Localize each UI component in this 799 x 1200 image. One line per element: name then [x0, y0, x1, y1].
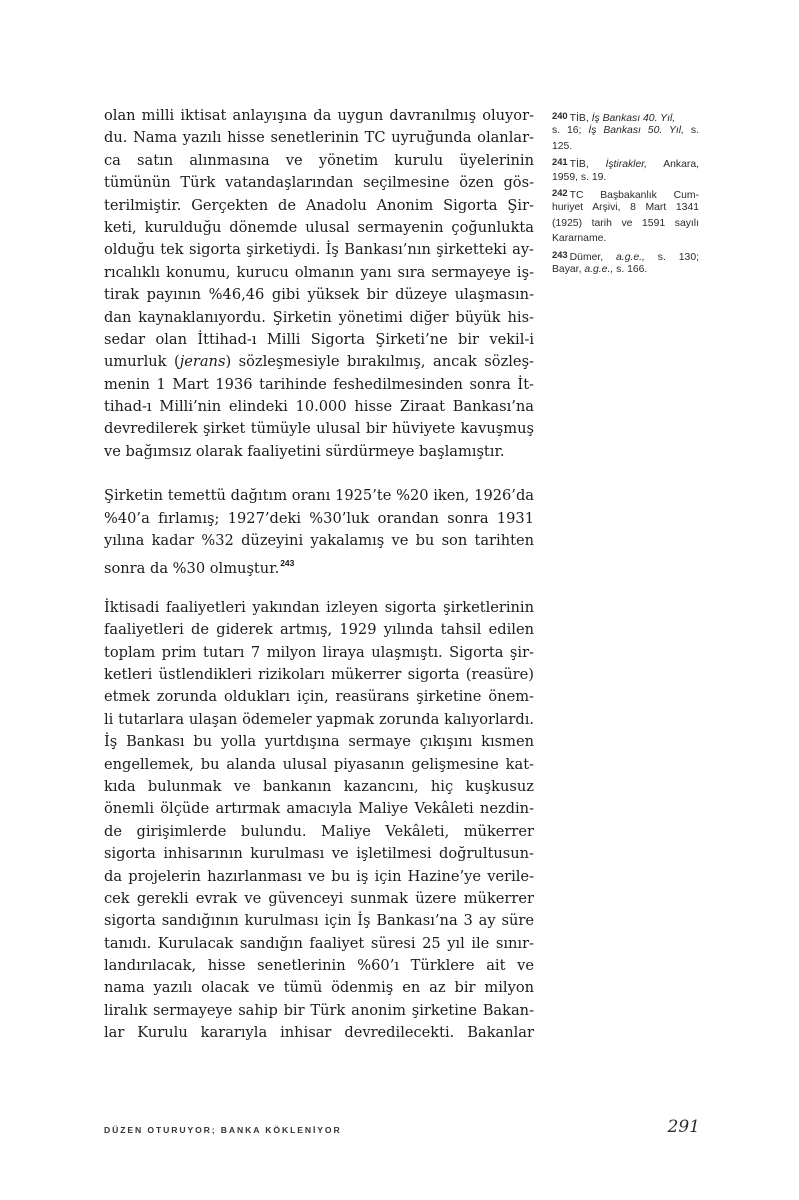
text-line: tanıdı. Kurulacak sandığın faaliyet süresi 25 yıl ile sınır-	[104, 934, 534, 952]
footnote-text: TİB,	[569, 159, 606, 171]
text-segment: umurluk (	[104, 353, 180, 371]
footnote-line	[552, 247, 699, 262]
footnote-line	[552, 123, 699, 138]
main-text-column	[104, 105, 534, 1045]
text-segment: sonra da %30 olmuştur.	[104, 560, 280, 578]
text-line	[104, 552, 534, 578]
text-line: da projelerin hazırlanması ve bu iş için Hazine’ye verile-	[104, 867, 534, 885]
text-line: du. Nama yazılı hisse senetlerinin TC uyruğunda olanlar-	[104, 129, 534, 147]
footnote-text: s.	[684, 125, 699, 137]
text-line: önemli ölçüde artırmak amacıyla Maliye Vekâleti nezdin-	[104, 800, 534, 818]
text-line: sigorta sandığının kurulması için İş Bankası’na 3 ay süre	[104, 912, 534, 930]
text-segment: ) sözleşmesiyle bırakılmış, ancak sözleş-	[225, 353, 534, 371]
footnote-italic: İş Bankası 40. Yıl,	[591, 113, 676, 124]
footnote-text: Bayar,	[552, 263, 585, 275]
footnote-line: huriyet Arşivi, 8 Mart 1341	[552, 202, 699, 214]
footnote-line: Kararname.	[552, 233, 607, 245]
footnote-line: 125.	[552, 140, 573, 152]
text-line: tihad-ı Milli’nin elindeki 10.000 hisse Ziraat Bankası’na	[104, 398, 534, 416]
footnote-line	[552, 108, 699, 123]
text-line: faaliyetleri de giderek artmış, 1929 yılında tahsil edilen	[104, 621, 534, 639]
footnote-241	[552, 154, 699, 185]
running-footer-title: DÜZEN OTURUYOR; BANKA KÖKLENİYOR	[104, 1125, 342, 1135]
text-line: engellemek, bu alanda ulusal piyasanın gelişmesine kat-	[104, 755, 534, 773]
text-line: İş Bankası bu yolla yurtdışına sermaye çıkışını kısmen	[104, 733, 534, 751]
text-line: keti, kurulduğu dönemde ulusal sermayenin çoğunlukta	[104, 218, 534, 236]
footnote-text: Ankara,	[647, 159, 699, 171]
text-line: lar Kurulu kararıyla inhisar devredilecekti. Bakanlar	[104, 1024, 534, 1042]
footnote-line: 1959, s. 19.	[552, 171, 607, 183]
text-line: etmek zorunda oldukları için, reasürans şirketine önem-	[104, 688, 534, 706]
text-line: İktisadi faaliyetleri yakından izleyen sigorta şirketlerinin	[104, 598, 534, 616]
text-line: cek gerekli evrak ve güvenceyi sunmak üzere mükerrer	[104, 889, 534, 907]
footnote-italic: İştirakler,	[605, 159, 648, 171]
footnote-italic: İş Bankası 50. Yıl,	[588, 125, 684, 137]
text-line: olduğu tek sigorta şirketiydi. İş Bankası’nın şirketteki ay-	[104, 241, 534, 259]
footnote-text: TİB,	[569, 113, 592, 124]
footnote-reference[interactable]: 243	[280, 558, 295, 569]
footnote-text: s. 130;	[644, 251, 699, 263]
footnote-number: 242	[552, 186, 568, 198]
text-line: sedar olan İttihad-ı Milli Sigorta Şirketi’ne bir vekil-i	[104, 330, 534, 348]
text-line: dan kaynaklanıyordu. Şirketin yönetimi diğer büyük his-	[104, 308, 534, 326]
text-line: kıda bulunmak ve bankanın kazancını, hiç kuşkusuz	[104, 777, 534, 795]
footnote-number: 240	[552, 110, 568, 121]
text-line: de girişimlerde bulundu. Maliye Vekâleti, mükerrer	[104, 822, 534, 840]
footnotes-column	[552, 108, 699, 277]
footnote-italic: a.g.e.,	[616, 251, 645, 263]
text-line: olan milli iktisat anlayışına da uygun davranılmış oluyor-	[104, 107, 534, 124]
text-line: Şirketin temettü dağıtım oranı 1925’te %20 iken, 1926’da	[104, 487, 534, 505]
text-line: tirak payının %46,46 gibi yüksek bir düzeye ulaşmasın-	[104, 286, 534, 304]
text-line: tümünün Türk vatandaşlarından seçilmesine özen gös-	[104, 174, 534, 192]
footnote-line: (1925) tarih ve 1591 sayılı	[552, 217, 699, 229]
text-line: ca satın alınmasına ve yönetim kurulu üyelerinin	[104, 151, 534, 169]
footnote-text: TC Başbakanlık Cum-	[569, 189, 699, 201]
footnote-243	[552, 247, 699, 278]
text-line: rıcalıklı konumu, kurucu olmanın yanı sıra sermayeye iş-	[104, 263, 534, 281]
footnote-text: s. 16;	[552, 125, 589, 137]
footnote-number: 243	[552, 248, 568, 260]
text-line: liralık sermayeye sahip bir Türk anonim şirketine Bakan-	[104, 1001, 534, 1019]
italic-term: jerans	[179, 353, 226, 371]
page-number: 291	[667, 1117, 700, 1137]
text-line: yılına kadar %32 düzeyini yakalamış ve bu son tarihten	[104, 532, 534, 550]
footnote-line	[552, 262, 699, 277]
paragraph-2	[104, 485, 534, 578]
footnote-line	[552, 185, 699, 200]
footnote-italic: a.g.e.,	[584, 263, 614, 275]
footnote-242	[552, 185, 699, 247]
text-line: toplam prim tutarı 7 milyon liraya ulaşmıştı. Sigorta şir-	[104, 643, 534, 661]
text-line: menin 1 Mart 1936 tarihinde feshedilmesinden sonra İt-	[104, 375, 534, 393]
text-line: ve bağımsız olarak faaliyetini sürdürmeye başlamıştır.	[104, 442, 505, 460]
footnote-text: Dümer,	[569, 251, 617, 263]
text-line: devredilerek şirket tümüyle ulusal bir hüviyete kavuşmuş	[104, 420, 534, 438]
text-line: ketleri üstlendikleri rizikoları mükerrer sigorta (reasüre)	[104, 665, 534, 683]
text-line: nama yazılı olacak ve tümü ödenmiş en az bir milyon	[104, 979, 534, 997]
text-line: %40’a fırlamış; 1927’deki %30’luk orandan sonra 1931	[104, 509, 534, 527]
paragraph-3	[104, 597, 534, 1045]
footnote-line	[552, 154, 699, 169]
footnote-text: s. 166.	[613, 263, 648, 275]
text-line: terilmiştir. Gerçekten de Anadolu Anonim Sigorta Şir-	[104, 196, 534, 214]
text-line: landırılacak, hisse senetlerinin %60’ı Türklere ait ve	[104, 957, 534, 975]
text-line: sigorta inhisarının kurulması ve işletilmesi doğrultusun-	[104, 845, 534, 863]
text-line: li tutarlara ulaşan ödemeler yapmak zorunda kalıyorlardı.	[104, 710, 534, 728]
footnote-number: 241	[552, 156, 568, 168]
footnote-240	[552, 108, 699, 154]
paragraph-1	[104, 105, 534, 463]
text-line	[104, 351, 534, 373]
